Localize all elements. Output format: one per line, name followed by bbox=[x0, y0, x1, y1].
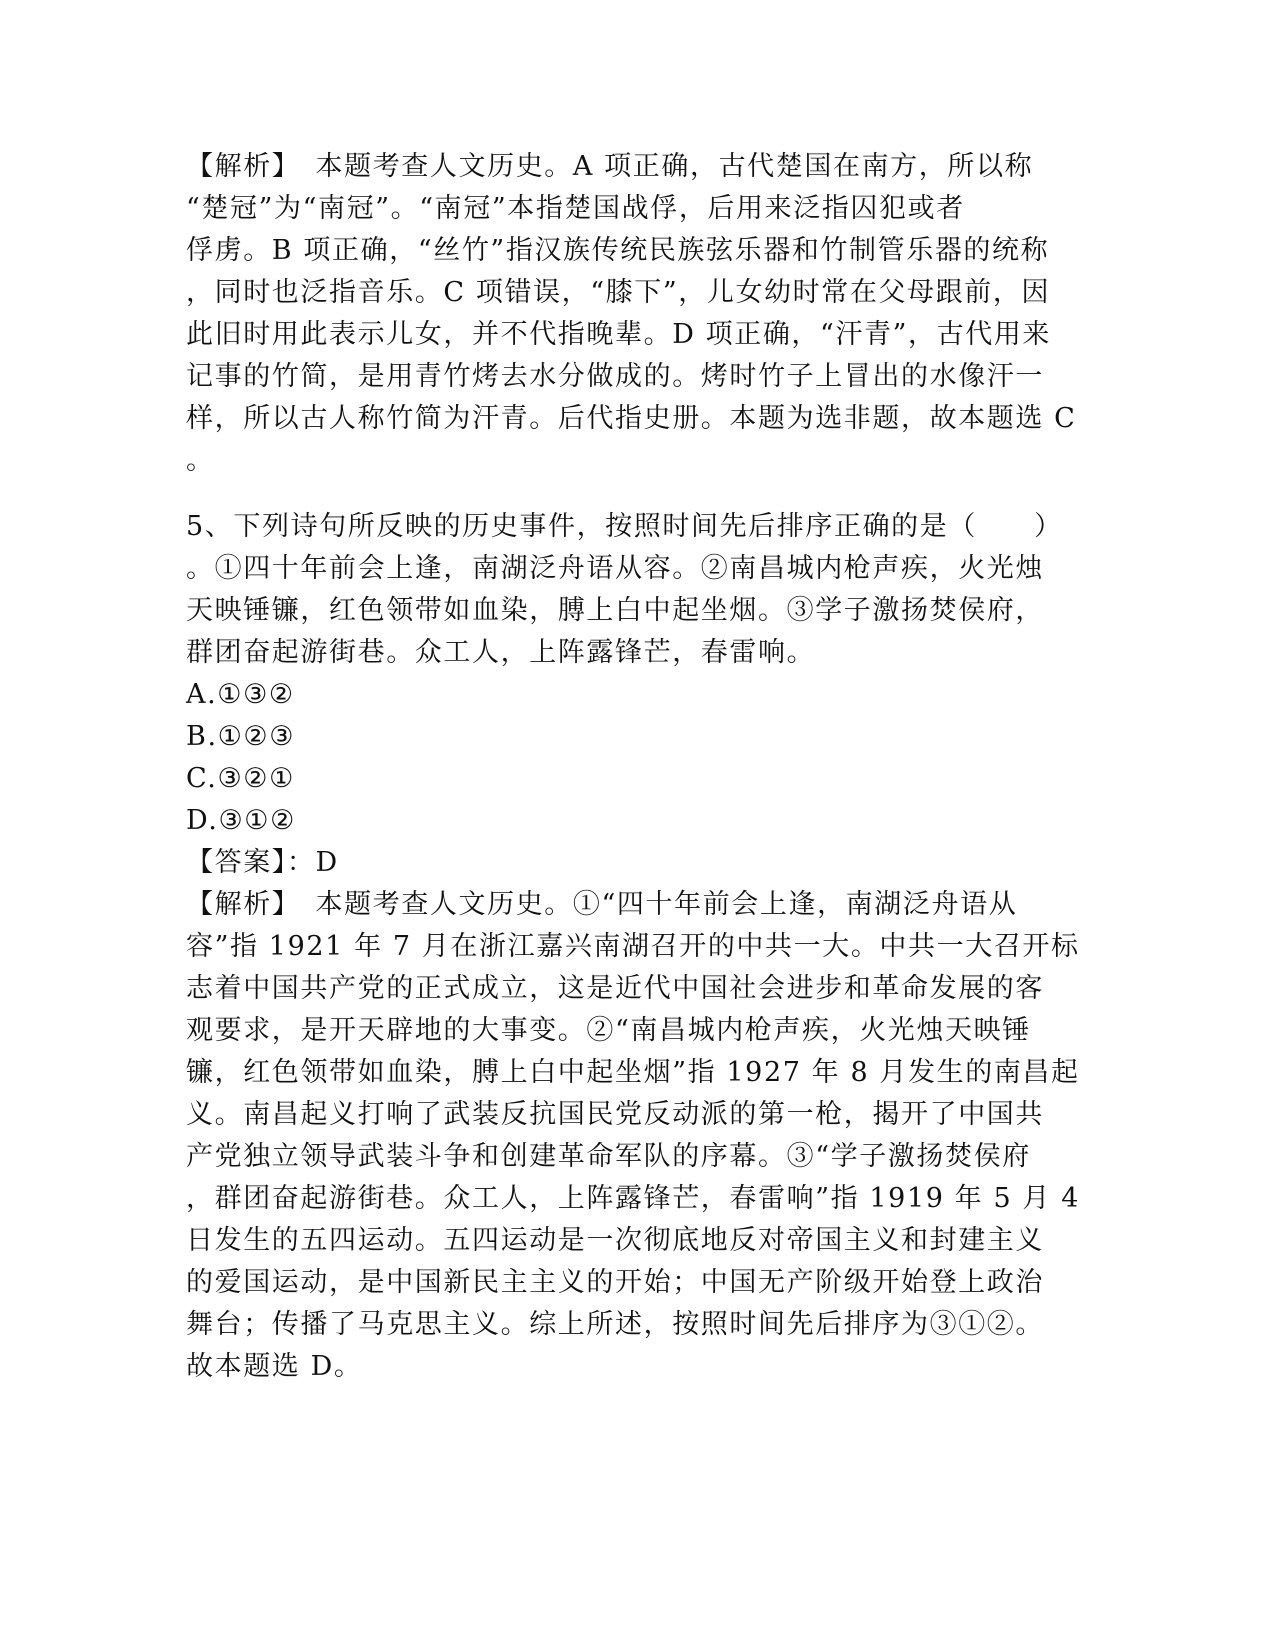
analysis-line: 产党独立领导武装斗争和创建革命军队的序幕。③“学子激扬焚侯府 bbox=[186, 1141, 1031, 1172]
analysis-line: 的爱国运动，是中国新民主主义的开始；中国无产阶级开始登上政治 bbox=[186, 1267, 1044, 1298]
analysis-line: ，群团奋起游街巷。众工人，上阵露锋芒，春雷响”指 1919 年 5 月 4 bbox=[186, 1183, 1080, 1214]
option-c: C.③②① bbox=[186, 763, 295, 794]
analysis-line: 志着中国共产党的正式成立，这是近代中国社会进步和革命发展的客 bbox=[186, 973, 1044, 1004]
question-stem-line: 。①四十年前会上逢，南湖泛舟语从容。②南昌城内枪声疾，火光烛 bbox=[186, 553, 1044, 584]
analysis-line: 俘虏。B 项正确，“丝竹”指汉族传统民族弦乐器和竹制管乐器的统称 bbox=[186, 235, 1050, 266]
analysis-line: 故本题选 D。 bbox=[186, 1351, 363, 1382]
option-b: B.①②③ bbox=[186, 721, 296, 752]
analysis-line: 容”指 1921 年 7 月在浙江嘉兴南湖召开的中共一大。中共一大召开标 bbox=[186, 931, 1080, 962]
analysis-line: 【解析】 本题考查人文历史。①“四十年前会上逢，南湖泛舟语从 bbox=[186, 889, 1018, 920]
analysis-line: 此旧时用此表示儿女，并不代指晚辈。D 项正确，“汗青”，古代用来 bbox=[186, 319, 1052, 350]
option-a: A.①③② bbox=[186, 679, 295, 710]
question-5 bbox=[186, 506, 1080, 1388]
analysis-line: ，同时也泛指音乐。C 项错误，“膝下”，儿女幼时常在父母跟前，因 bbox=[186, 277, 1051, 308]
question-stem-line: 群团奋起游街巷。众工人，上阵露锋芒，春雷响。 bbox=[186, 637, 816, 668]
analysis-line: 舞台；传播了马克思主义。综上所述，按照时间先后排序为③①②。 bbox=[186, 1309, 1044, 1340]
analysis-line: 镰，红色领带如血染，膊上白中起坐烟”指 1927 年 8 月发生的南昌起 bbox=[186, 1057, 1080, 1088]
analysis-line: 。 bbox=[186, 445, 215, 476]
analysis-line: 义。南昌起义打响了武装反抗国民党反动派的第一枪，揭开了中国共 bbox=[186, 1099, 1044, 1130]
question-stem-line: 5、下列诗句所反映的历史事件，按照时间先后排序正确的是（ ） bbox=[186, 511, 1063, 542]
previous-analysis bbox=[186, 146, 1077, 482]
analysis-line: 日发生的五四运动。五四运动是一次彻底地反对帝国主义和封建主义 bbox=[186, 1225, 1044, 1256]
analysis-line: 观要求，是开天辟地的大事变。②“南昌城内枪声疾，火光烛天映锤 bbox=[186, 1015, 1031, 1046]
analysis-line: 【解析】 本题考查人文历史。A 项正确，古代楚国在南方，所以称 bbox=[186, 151, 1034, 182]
answer-line: 【答案】：D bbox=[186, 847, 339, 878]
question-stem-line: 天映锤镰，红色领带如血染，膊上白中起坐烟。③学子激扬焚侯府， bbox=[186, 595, 1044, 626]
analysis-line: 记事的竹简，是用青竹烤去水分做成的。烤时竹子上冒出的水像汗一 bbox=[186, 361, 1044, 392]
analysis-line: 样，所以古人称竹简为汗青。后代指史册。本题为选非题，故本题选 C bbox=[186, 403, 1077, 434]
analysis-line: “楚冠”为“南冠”。“南冠”本指楚国战俘，后用来泛指囚犯或者 bbox=[186, 193, 965, 224]
option-d: D.③①② bbox=[186, 805, 296, 836]
